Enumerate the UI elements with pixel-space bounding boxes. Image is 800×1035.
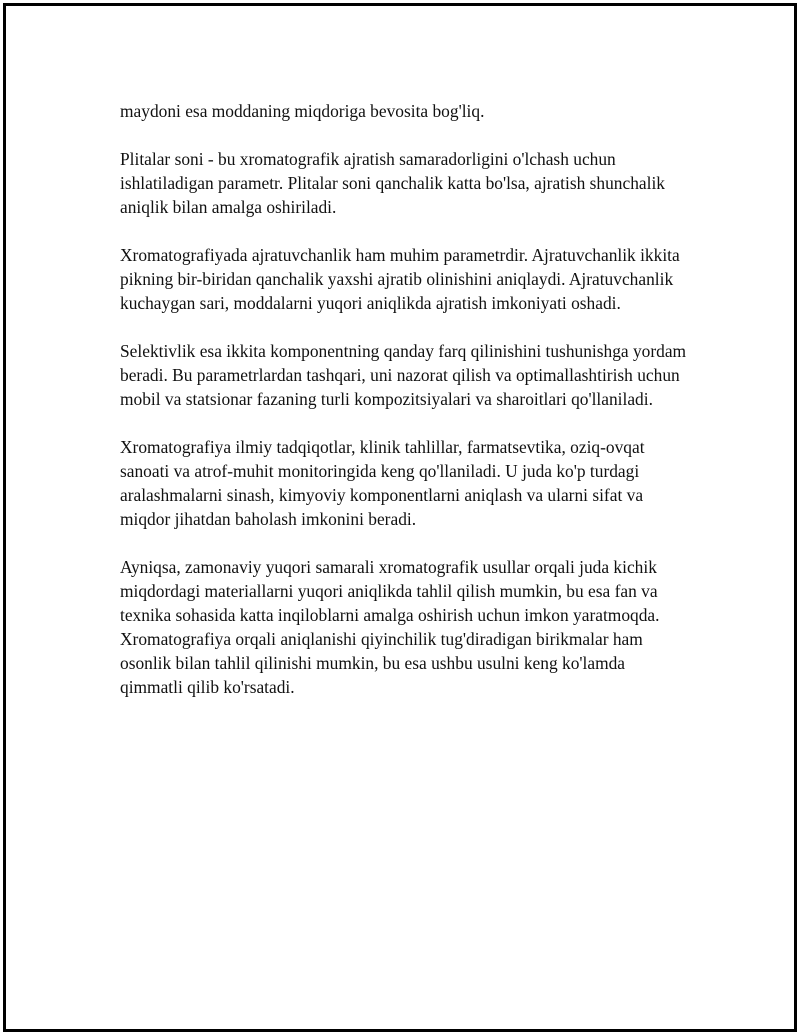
- paragraph-1: maydoni esa moddaning miqdoriga bevosita bog'liq.: [120, 101, 485, 121]
- paragraph-5: Xromatografiya ilmiy tadqiqotlar, klinik tahlillar, farmatsevtika, oziq-ovqat sanoati va atrof-muhit monitoringida keng qo'llaniladi. U juda ko'p turdagi aralashmalarni sinash, kimyoviy komponentlarni aniqlash va ularni sifat va miqdor jihatdan baholash imkonini beradi.: [120, 437, 645, 529]
- document-body: [120, 99, 690, 723]
- document-page: [3, 3, 797, 1032]
- paragraph-2: Plitalar soni - bu xromatografik ajratish samaradorligini o'lchash uchun ishlatiladigan parametr. Plitalar soni qanchalik katta bo'lsa, ajratish shunchalik aniqlik bilan amalga oshiriladi.: [120, 149, 665, 217]
- paragraph-4: Selektivlik esa ikkita komponentning qanday farq qilinishini tushunishga yordam beradi. Bu parametrlardan tashqari, uni nazorat qilish va optimallashtirish uchun mobil va statsionar fazaning turli kompozitsiyalari va sharoitlari qo'llaniladi.: [120, 341, 687, 409]
- paragraph-3: Xromatografiyada ajratuvchanlik ham muhim parametrdir. Ajratuvchanlik ikkita pikning bir-biridan qanchalik yaxshi ajratib olinishini aniqlaydi. Ajratuvchanlik kuchaygan sari, moddalarni yuqori aniqlikda ajratish imkoniyati oshadi.: [120, 245, 680, 313]
- paragraph-6: Ayniqsa, zamonaviy yuqori samarali xromatografik usullar orqali juda kichik miqdordagi materiallarni yuqori aniqlikda tahlil qilish mumkin, bu esa fan va texnika sohasida katta inqiloblarni amalga oshirish uchun imkon yaratmoqda. Xromatografiya orqali aniqlanishi qiyinchilik tug'diradigan birikmalar ham osonlik bilan tahlil qilinishi mumkin, bu esa ushbu usulni keng ko'lamda qimmatli qilib ko'rsatadi.: [120, 557, 660, 697]
